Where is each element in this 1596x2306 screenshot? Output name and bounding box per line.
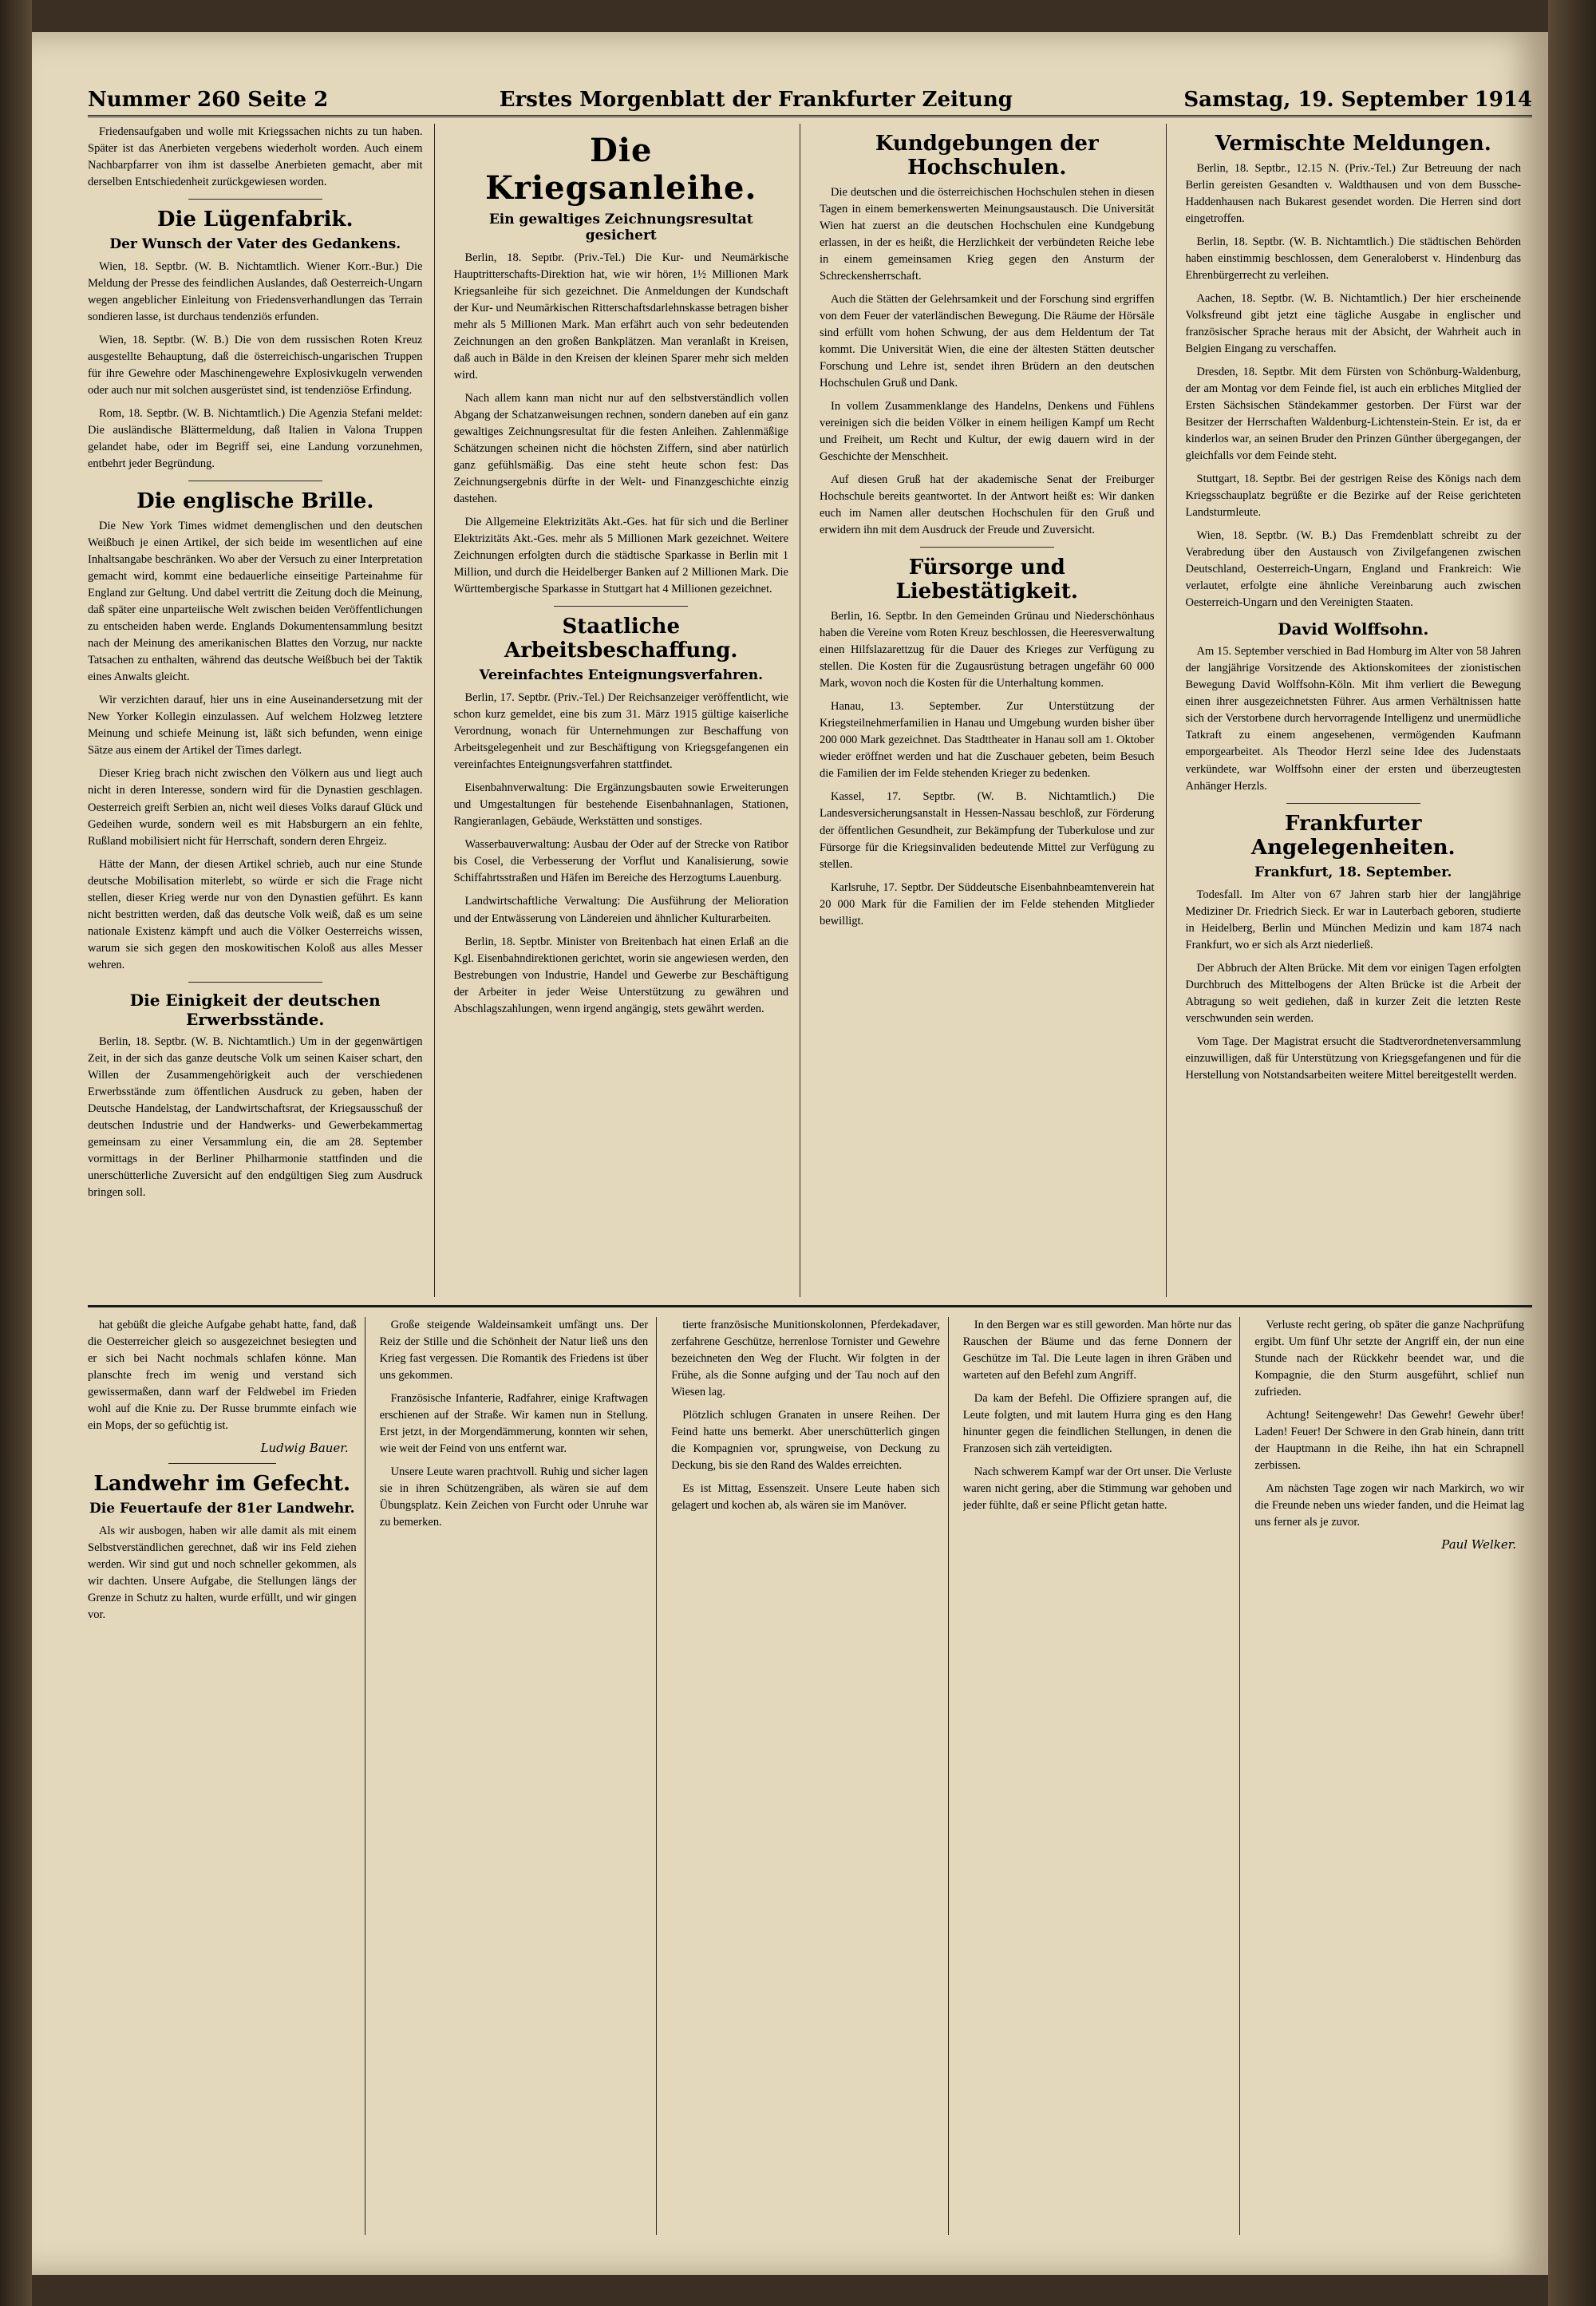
- feuilleton-column-4: [963, 1317, 1241, 2235]
- feuilleton-section: [88, 1317, 1532, 2235]
- header-paper-title: Erstes Morgenblatt der Frankfurter Zeitung: [499, 88, 1013, 112]
- article-text: Wien, 18. Septbr. (W. B.) Die von dem russischen Roten Kreuz ausgestellte Behauptung, daß die österreichisch-ungarischen Truppen für ihre Gewehre oder Maschinengewehre Explosivkugeln verwenden oder auch nur mit solchen ausgerüstet sind, ist tendenziöse Erfindung.: [88, 334, 423, 398]
- article-text: Große steigende Waldeinsamkeit umfängt uns. Der Reiz der Stille und die Schönheit der Natur ließ uns den Krieg fast vergessen. Die Romantik des Friedens ist über uns gekommen.: [379, 1319, 649, 1382]
- feuilleton-rule: [88, 1305, 1532, 1307]
- feuilleton-column-5: [1254, 1317, 1532, 2235]
- article-text: Achtung! Seitengewehr! Das Gewehr! Gewehr über! Laden! Feuer! Der Schwere in den Grab hinein, dann tritt der Hauptmann in die Reihe, ihn hat ein Schrapnell zerbissen.: [1254, 1409, 1524, 1473]
- article-text: Verluste recht gering, ob später die ganze Nachprüfung ergibt. Um fünf Uhr setzte der Angriff ein, der nun eine Stunde nach der Rückkehr beendet war, und die Kompagnie, die den Sturm ausgeführt, schlief nun zufrieden.: [1254, 1319, 1524, 1399]
- article-text: Berlin, 16. Septbr. In den Gemeinden Grünau und Niederschönhaus haben die Vereine vom Roten Kreuz beschlossen, die Heeresverwaltung einen Hilfslazarettzug für die Dauer des Krieges zur Verfügung zu stellen. Die Kosten für die Zugausrüstung betragen ungefähr 60 000 Mark, wovon noch die Kosten für die Unterhaltung kommen.: [820, 610, 1155, 690]
- divider: [188, 982, 322, 983]
- subheadline: Der Wunsch der Vater des Gedankens.: [109, 236, 401, 253]
- article-text: hat gebüßt die gleiche Aufgabe gehabt hatte, fand, daß die Oesterreicher gleich so ausgezeichnet besiegten und er sich bei Nacht nochmals schlafen könne. Man planschte frech im wenig und verstand sich gewissermaßen, dann warf der Feldwebel im Frieden wohl auf die Knie zu. Der Russe brummte einfach wie ein Mops, der so gefüchtig ist.: [88, 1319, 357, 1433]
- article-text: Da kam der Befehl. Die Offiziere sprangen auf, die Leute folgten, und mit lautem Hurra ging es den Hang hinunter gegen die feindlichen Stellungen, in denen die Franzosen sich zäh verteidigten.: [962, 1392, 1232, 1456]
- article-text: Berlin, 18. Septbr. (Priv.-Tel.) Die Kur- und Neumärkische Hauptritterschafts-Direktion hat, wie wir hören, 1½ Millionen Mark Kriegsanleihe für sich gezeichnet. Die Anmeldungen der Kundschaft der Kur- und Neumärkischen Ritterschaftsdarlehnskasse betragen bisher mehr als 5 Millionen Mark. Man erfährt auch von sehr bedeutenden Zeichnungen an den großen Bankplätzen. Man veranlaßt in Kreisen, daß auch in Bälde in den Kreisen der kleinen Sparer mehr sich melden wird.: [453, 251, 788, 382]
- article-text: Stuttgart, 18. Septbr. Bei der gestrigen Reise des Königs nach dem Kriegsschauplatz begrüßte er die Bezirke auf der Reise gerichteten Landsturmleute.: [1185, 473, 1521, 520]
- article-text: Wien, 18. Septbr. (W. B.) Das Fremdenblatt schreibt zu der Verabredung über den Austausch von Zivilgefangenen zwischen Deutschland, Oesterreich-Ungarn, England und Frankreich: Wie verlautet, erfolgte eine ähnliche Vereinbarung auch zwischen Oesterreich-Ungarn und den Vereinigten Staaten.: [1185, 529, 1521, 610]
- divider: [168, 1463, 276, 1464]
- feuilleton-column-3: [671, 1317, 949, 2235]
- author-signature: Ludwig Bauer.: [260, 1441, 349, 1456]
- divider: [554, 606, 688, 607]
- main-columns: [88, 124, 1532, 1297]
- article-text: Auf diesen Gruß hat der akademische Senat der Freiburger Hochschule bereits geantwortet. In der Antwort heißt es: Wir danken euch im Namen aller deutschen Hochschulen für den Gruß und erwidern ihn mit dem Ausdruck der Freude und Zuversicht.: [820, 473, 1155, 537]
- page-edge: [1548, 0, 1596, 2306]
- column-1: [88, 124, 435, 1297]
- headline-landwehr: Landwehr im Gefecht.: [93, 1472, 351, 1497]
- feuilleton-column-2: [380, 1317, 658, 2235]
- article-text: Wir verzichten darauf, hier uns in eine Auseinandersetzung mit der New Yorker Kollegin einzulassen. Auf welchem Holzweg letztere Meinung und schiefe Meinung ist, läßt sich befunden, wenn einige Sätze aus einem der Artikel der Times darlegt.: [88, 694, 423, 757]
- headline-vermischte: Vermischte Meldungen.: [1215, 132, 1491, 156]
- article-text: Berlin, 18. Septbr., 12.15 N. (Priv.-Tel.) Zur Betreuung der nach Berlin gereisten Gesandten v. Waldthausen und von dem Bussche-Haddenhausen nach Bukarest gesendet worden. Die Herren sind dort eingetroffen.: [1185, 162, 1521, 226]
- article-text: Hätte der Mann, der diesen Artikel schrieb, auch nur eine Stunde deutsche Mobilisation miterlebt, so würde er sich die Frage nicht stellen, dieser Krieg werde nur von den Dynastien geführt. Es kann nicht bestritten werden, daß das deutsche Volk weiß, daß es um seine nationale Existenz kämpft und auch die Völker Oesterreichs wissen, warum sie sich gegen den moskowitischen Koloß aus alles Messer wehren.: [88, 857, 423, 971]
- article-text: Berlin, 18. Septbr. (W. B. Nichtamtlich.) Die städtischen Behörden haben einstimmig beschlossen, dem Generaloberst v. Hindenburg das Ehrenbürgerrecht zu verleihen.: [1185, 235, 1521, 283]
- headline-arbeitsbeschaffung: Staatliche Arbeitsbeschaffung.: [504, 615, 738, 663]
- column-4: [1186, 124, 1533, 1297]
- article-text: Hanau, 13. September. Zur Unterstützung der Kriegsteilnehmerfamilien in Hanau und Umgebung wurden bisher über 200 000 Mark gezeichnet. Das Stadttheater in Hanau soll am 1. Oktober wieder eröffnet werden und hat die Zuschauer gebeten, beim Besuch die Familien der im Felde stehenden Krieger zu bedenken.: [820, 700, 1155, 781]
- author-signature: Paul Welker.: [1441, 1537, 1516, 1552]
- book-spine: [0, 0, 32, 2306]
- subheadline: Ein gewaltiges Zeichnungsresultat gesichert: [488, 212, 753, 243]
- article-text: Unsere Leute waren prachtvoll. Ruhig und sicher lagen sie in ihren Schützengräben, als wären sie auf dem Übungsplatz. Kein Zeichen von Furcht oder Unruhe war zu bemerken.: [379, 1465, 649, 1529]
- article-text: Am nächsten Tage zogen wir nach Markirch, wo wir die Freunde neben uns wieder fanden, und die Heimat lag uns ferner als je zuvor.: [1254, 1482, 1524, 1529]
- column-2: [454, 124, 801, 1297]
- article-text: tierte französische Munitionskolonnen, Pferdekadaver, zerfahrene Geschütze, herrenlose Tornister und Gewehre bezeichneten den Weg der Flucht. Wir folgten in der Frühe, als die Sonne aufging und der Tau noch auf den Wiesen lag.: [671, 1319, 940, 1399]
- article-text: Dieser Krieg brach nicht zwischen den Völkern aus und liegt auch nicht in deren Interesse, sondern wird für die Dynastien geschlagen. Oesterreich greift Serbien an, nicht weil dieses Volks darauf Glück und Gedeihen wurde, sondern weil es mit Habsburgern an ein fehlte, Rußland mobilisiert nicht für Herrschaft, sondern deren Ehrgeiz.: [88, 767, 423, 848]
- article-text: Nach schwerem Kampf war der Ort unser. Die Verluste waren nicht gering, aber die Stimmung war gehoben und jeder fühlte, daß er seine Pflicht getan hatte.: [962, 1465, 1232, 1513]
- article-text: Am 15. September verschied in Bad Homburg im Alter von 58 Jahren der langjährige Vorsitzende des Aktionskomitees der zionistischen Bewegung David Wolffsohn-Köln. Mit ihm verliert die Bewegung einen ihrer ausgezeichnetsten Führer. Aus armen Verhältnissen hatte sich der Verstorbene durch hervorragende Intelligenz und unermüdliche Tatkraft zu einem angesehenen, vermögenden Kaufmann emporgearbeitet. Als Theodor Herzl seine Idee des Judenstaats verkündete, war Wolffsohn einer der ersten und überzeugtesten Anhänger Herzls.: [1185, 645, 1521, 793]
- article-text: Berlin, 17. Septbr. (Priv.-Tel.) Der Reichsanzeiger veröffentlicht, wie schon kurz gemeldet, eine bis zum 31. März 1915 gültige kaiserliche Verordnung, wonach für Unternehmungen zur Beschaffung von Arbeitsgelegenheit und zur Beschäftigung von Kriegsgefangenen ein vereinfachtes Enteignungsverfahren stattfindet.: [453, 691, 788, 772]
- subheadline: Vereinfachtes Enteignungsverfahren.: [479, 667, 763, 684]
- article-text: Kassel, 17. Septbr. (W. B. Nichtamtlich.) Die Landesversicherungsanstalt in Hessen-Nassau beschloß, zur Förderung der öffentlichen Gesundheit, zur Bekämpfung der Tuberkulose und zur Fürsorge für die Kriegsinvaliden bedeutende Mittel zur Verfügung zu stellen.: [820, 790, 1155, 871]
- article-text: Nach allem kann man nicht nur auf den selbstverständlich vollen Abgang der Schatzanweisungen rechnen, sondern daneben auf ein ganz gewaltiges Zeichnungsresultat für die festen Anleihen. Zahlenmäßige Schätzungen scheinen nicht die höchsten Ziffern, sind aber natürlich ganz gefühlsmäßig. Das eine steht heute schon fest: Das Zeichnungsergebnis dürfte in der Welt- und Finanzgeschichte einzig dastehen.: [453, 392, 788, 506]
- article-text: Dresden, 18. Septbr. Mit dem Fürsten von Schönburg-Waldenburg, der am Montag vor dem Feinde fiel, ist auch ein erbliches Mitglied der Ersten Sächsischen Ständekammer gestorben. Der Fürst war der Besitzer der Herrschaften Waldenburg-Lichtenstein-Stein. Er ist, da er kinderlos war, an seinen Bruder den Prinzen Günther übergegangen, der gleichfalls vor dem Feinde steht.: [1185, 366, 1521, 463]
- article-text: Es ist Mittag, Essenszeit. Unsere Leute haben sich gelagert und kochen ab, als wären sie im Manöver.: [671, 1482, 940, 1513]
- article-text: Plötzlich schlugen Granaten in unsere Reihen. Der Feind hatte uns bemerkt. Aber unerschütterlich gingen die Kompagnien vor, sprungweise, von Deckung zu Deckung, bis sie den Rand des Waldes erreichten.: [671, 1409, 940, 1473]
- article-text: Rom, 18. Septbr. (W. B. Nichtamtlich.) Die Agenzia Stefani meldet: Die ausländische Blättermeldung, daß Italien in Valona Truppen gelandet habe, oder im Begriff sei, eine Landung vorzunehmen, entbehrt jeder Begründung.: [88, 407, 423, 471]
- article-text: Friedensaufgaben und wolle mit Kriegssachen nichts zu tun haben. Später ist das Anerbieten vergebens wiederholt worden. Auch einem Nachbarpfarrer von ihm ist dasselbe Anerbieten gemacht, aber mit derselben Entschiedenheit zurückgewiesen worden.: [88, 125, 423, 189]
- header-date: Samstag, 19. September 1914: [1183, 88, 1532, 112]
- article-text: Landwirtschaftliche Verwaltung: Die Ausführung der Melioration und der Entwässerung von Ländereien und ähnlicher Kulturarbeiten.: [453, 895, 788, 925]
- headline-englische-brille: Die englische Brille.: [136, 489, 374, 514]
- article-text: Vom Tage. Der Magistrat ersucht die Stadtverordnetenversammlung einzuwilligen, daß für Unterstützung von Kriegsgefangenen und für die Herstellung von Notstandsarbeiten weitere Mittel bereitgestellt werden.: [1185, 1034, 1521, 1082]
- subheadline: Die Feuertaufe der 81er Landwehr.: [89, 1501, 355, 1517]
- article-text: Eisenbahnverwaltung: Die Ergänzungsbauten sowie Erweiterungen und Umgestaltungen für bestehende Eisenbahnanlagen, Stationen, Rangieranlagen, Gebäude, Werkstätten und sonstiges.: [453, 781, 788, 829]
- article-text: Die New York Times widmet demenglischen und den deutschen Weißbuch je einen Artikel, der sich beide im wesentlichen auf eine Inhaltsangabe beschränken. Wo aber der Versuch zu einer Interpretation gemacht wird, kommt eine bedauerliche einseitige Parteinahme für England zur Geltung. Und dabel vertritt die Zeitung doch die Meinung, daß später eine unparteiische Welt zwischen beiden Veröffentlichungen zu entscheiden haben werde. Englands Dokumentensammlung besitzt nach der Meinung des amerikanischen Blattes den Vorzug, nur nackte Tatsachen zu enthalten, während das deutsche Weißbuch bei der Taktik eines Anwalts gleicht.: [88, 520, 423, 684]
- headline-luegenfabrik: Die Lügenfabrik.: [156, 208, 354, 232]
- article-text: In vollem Zusammenklange des Handelns, Denkens und Fühlens vereinigen sich die beiden Völker in einem heiligen Kampf um Recht und Freiheit, um Recht und Kultur, der ewig dauern wird in der Geschichte der Menschheit.: [820, 400, 1155, 464]
- headline-fuersorge: Fürsorge und Liebestätigkeit.: [895, 556, 1078, 604]
- headline-wolffsohn: David Wolffsohn.: [1278, 619, 1429, 639]
- article-text: Die deutschen und die österreichischen Hochschulen stehen in diesen Tagen in einem bemerkenswerten Meinungsaustausch. Die Universität Wien hat zuerst an die deutschen Hochschulen eine Kundgebung erlassen, in der es heißt, die Herzlichkeit der verbündeten Reiche lebe in einem gemeinsamen Krieg gegen den Ansturm der Schreckensherrschaft.: [820, 186, 1155, 283]
- headline-frankfurter: Frankfurter Angelegenheiten.: [1250, 811, 1456, 860]
- headline-einigkeit: Die Einigkeit der deutschen Erwerbsstände.: [129, 990, 381, 1029]
- headline-hochschulen: Kundgebungen der Hochschulen.: [875, 132, 1099, 180]
- article-text: Aachen, 18. Septbr. (W. B. Nichtamtlich.) Der hier erscheinende Volksfreund gibt jetzt eine tägliche Ausgabe in englischer und französischer Sprache heraus mit der Absicht, der Wahrheit auch in Belgien Eingang zu verschaffen.: [1185, 292, 1521, 356]
- article-text: Als wir ausbogen, haben wir alle damit als mit einem Selbstverständlichen gerechnet, daß wir ins Feld ziehen werden. Wir sind gut und noch schneller gekommen, als wir dachten. Unsere Aufgabe, die Stellungen längs der Grenze in Schutz zu halten, wurde erfüllt, und wir gingen vor.: [88, 1525, 357, 1622]
- column-3: [820, 124, 1167, 1297]
- article-text: In den Bergen war es still geworden. Man hörte nur das Rauschen der Bäume und das ferne Donnern der Geschütze im Tal. Die Leute lagen in ihren Gräben und warteten auf den Befehl zum Angriff.: [962, 1319, 1232, 1382]
- feuilleton-column-1: [88, 1317, 365, 2235]
- divider: [1286, 803, 1420, 804]
- dateline: Frankfurt, 18. September.: [1254, 864, 1452, 880]
- article-text: Todesfall. Im Alter von 67 Jahren starb hier der langjährige Mediziner Dr. Friedrich Sieck. Er war in Lauterbach geboren, studierte in Heidelberg, Berlin und München Medizin und kam 1874 nach Frankfurt, wo er sich als Arzt niederließ.: [1185, 888, 1521, 951]
- page-header: [88, 80, 1532, 117]
- headline-kriegsanleihe: Die Kriegsanleihe.: [485, 132, 757, 207]
- article-text: Wasserbauverwaltung: Ausbau der Oder auf der Strecke von Ratibor bis Cosel, die Verbesserung der Vorflut und Kanalisierung, sowie Schiffahrtsstraßen und Häfen im Bereiche des Herzogtums Lauenburg.: [453, 838, 788, 885]
- article-text: Berlin, 18. Septbr. (W. B. Nichtamtlich.) Um in der gegenwärtigen Zeit, in der sich das ganze deutsche Volk um seinen Kaiser schart, den Willen der Zusammengehörigkeit auch der verschiedenen Erwerbsstände zum öffentlichen Ausdruck zu geben, haben der Deutsche Handelstag, der Landwirtschaftsrat, der Kriegsausschuß der deutschen Industrie und der Handwerks- und Gewerbekammertag gemeinsam zu einer Versammlung ein, die am 28. September vormittags in der Berliner Philharmonie stattfinden und die unerschütterliche Zuversicht auf den endgültigen Sieg zum Ausdruck bringen soll.: [88, 1034, 423, 1199]
- divider: [188, 199, 322, 200]
- article-text: Berlin, 18. Septbr. Minister von Breitenbach hat einen Erlaß an die Kgl. Eisenbahndirektionen gerichtet, worin sie angewiesen werden, den Bestrebungen von Industrie, Handel und Gewerbe zur Beschäftigung der Arbeiter in jeder Weise Unterstützung zu gewähren und Abschlagszahlungen, wenn irgend angängig, stets gewährt werden.: [453, 935, 788, 1015]
- header-page-number: Nummer 260 Seite 2: [88, 88, 329, 112]
- article-text: Karlsruhe, 17. Septbr. Der Süddeutsche Eisenbahnbeamtenverein hat 20 000 Mark für die Familien der im Felde stehenden Mitglieder bewilligt.: [820, 880, 1155, 928]
- article-text: Der Abbruch der Alten Brücke. Mit dem vor einigen Tagen erfolgten Durchbruch des Mittelbogens der Alten Brücke ist die Arbeit der Abtragung so weit gediehen, daß in kurzer Zeit die letzten Reste verschwunden sein werden.: [1185, 961, 1521, 1025]
- article-text: Auch die Stätten der Gelehrsamkeit und der Forschung sind ergriffen von dem Feuer der vaterländischen Bewegung. Die Räume der Hörsäle sind erfüllt vom hohen Schwung, der aus dem Heldentum der Tat kommt. Die Universität Wien, die eine der ältesten Stätten deutscher Forschung und Lehre ist, sendet ihren Brüdern an den deutschen Hochschulen Gruß und Dank.: [820, 293, 1155, 390]
- article-text: Die Allgemeine Elektrizitäts Akt.-Ges. hat für sich und die Berliner Elektrizitäts Akt.-Ges. mehr als 5 Millionen Mark gezeichnet. Weitere Zeichnungen erfolgten durch die städtische Sparkasse in Berlin mit 1 Million, und durch die Heidelberger Banken auf 2 Millionen Mark. Die Württembergische Sparkasse in Stuttgart hat 4 Millionen gezeichnet.: [453, 516, 788, 596]
- article-text: Wien, 18. Septbr. (W. B. Nichtamtlich. Wiener Korr.-Bur.) Die Meldung der Presse des feindlichen Auslandes, daß Oesterreich-Ungarn wegen angeblicher Einleitung von Friedensverhandlungen das Terrain sondieren lasse, ist durchaus tendenziös erfunden.: [88, 260, 423, 324]
- article-text: Französische Infanterie, Radfahrer, einige Kraftwagen erschienen auf der Straße. Wir kamen nun in Stellung. Erst jetzt, in der Morgendämmerung, konnten wir sehen, wie weit der Feind von uns entfernt war.: [379, 1392, 649, 1456]
- divider: [920, 547, 1054, 548]
